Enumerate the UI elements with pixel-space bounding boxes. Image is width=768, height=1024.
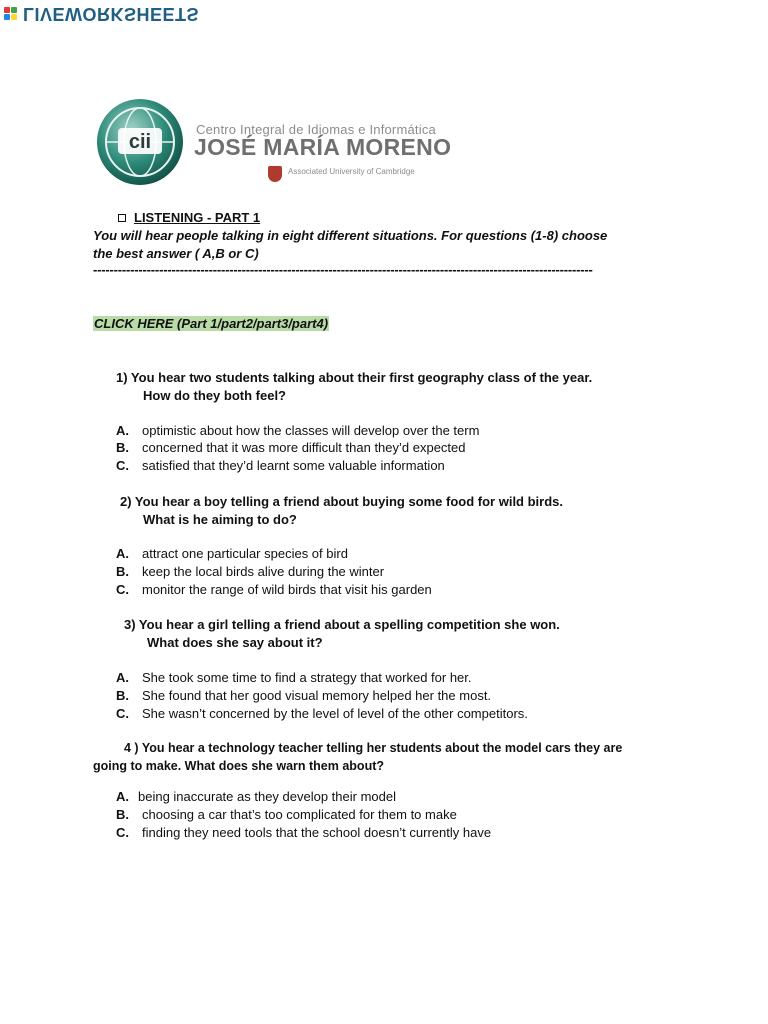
option-letter: B. (116, 688, 129, 703)
question-3-option-b[interactable] (116, 688, 491, 703)
section-heading-label: LISTENING - PART 1 (134, 210, 261, 225)
option-letter: A. (116, 546, 129, 561)
school-logo (96, 96, 452, 186)
question-1-option-b[interactable] (116, 440, 466, 455)
option-text: monitor the range of wild birds that visit his garden (142, 582, 432, 597)
brand-square-yellow (11, 14, 17, 20)
instruction-line1: You will hear people talking in eight different situations. For questions (1-8) choose (93, 228, 608, 243)
question-2-line2: What is he aiming to do? (143, 512, 297, 527)
question-3-option-c[interactable] (116, 706, 528, 721)
option-letter: B. (116, 564, 129, 579)
question-4-option-b[interactable] (116, 807, 457, 822)
option-letter: C. (116, 582, 129, 597)
question-4-line1: 4 ) You hear a technology teacher telling her students about the model cars they are (124, 741, 623, 755)
option-text: optimistic about how the classes will develop over the term (142, 423, 480, 438)
logo-line3: Associated University of Cambridge (288, 167, 415, 176)
option-text: attract one particular species of bird (142, 546, 348, 561)
question-1-option-a[interactable] (116, 423, 479, 438)
logo-line2: JOSÉ MARÍA MORENO (194, 134, 452, 160)
question-2-option-c[interactable] (116, 582, 432, 597)
instruction-line2: the best answer ( A,B or C) (93, 246, 259, 261)
question-2-line1: 2) You hear a boy telling a friend about buying some food for wild birds. (120, 494, 563, 509)
click-here-link[interactable]: CLICK HERE (Part 1/part2/part3/part4) (94, 316, 329, 331)
option-text: keep the local birds alive during the winter (142, 564, 385, 579)
brand-grid-icon (4, 7, 17, 20)
option-text: She took some time to find a strategy that worked for her. (142, 670, 472, 685)
question-3-option-a[interactable] (116, 670, 472, 685)
option-letter: B. (116, 440, 129, 455)
question-1-line1: 1) You hear two students talking about their first geography class of the year. (116, 370, 593, 385)
option-text: She found that her good visual memory helped her the most. (142, 688, 492, 703)
question-1-option-c[interactable] (116, 458, 445, 473)
brand-text: LIVEWORKSHEETS (23, 3, 200, 24)
option-text: finding they need tools that the school doesn’t currently have (142, 825, 492, 840)
option-letter: A. (116, 423, 129, 438)
question-4-option-a[interactable] (116, 789, 396, 804)
option-text: choosing a car that’s too complicated for them to make (142, 807, 457, 822)
question-3-line1: 3) You hear a girl telling a friend about a spelling competition she won. (124, 617, 560, 632)
brand-square-red (4, 7, 10, 13)
checkbox-bullet-icon (118, 214, 126, 222)
question-4-line2: going to make. What does she warn them about? (93, 759, 384, 773)
option-text: She wasn’t concerned by the level of level of the other competitors. (142, 706, 528, 721)
option-text: satisfied that they’d learnt some valuable information (142, 458, 445, 473)
brand-square-green (11, 7, 17, 13)
option-letter: C. (116, 706, 129, 721)
brand-logo (4, 2, 199, 24)
brand-square-blue (4, 14, 10, 20)
logo-initials: cii (128, 131, 152, 153)
option-letter: C. (116, 825, 129, 840)
section-heading (118, 210, 260, 225)
option-letter: C. (116, 458, 129, 473)
divider-dashes: ------------------------------------------------------------------------------------------------------------------------- (93, 262, 593, 277)
logo-line1: Centro Integral de Idiomas e Informática (196, 122, 436, 137)
question-2-option-a[interactable] (116, 546, 348, 561)
question-4-option-c[interactable] (116, 825, 491, 840)
option-text: concerned that it was more difficult than they’d expected (142, 440, 466, 455)
option-letter: A. (116, 670, 129, 685)
globe-icon (96, 98, 184, 186)
cambridge-shield-icon (268, 166, 282, 182)
option-text: being inaccurate as they develop their model (138, 789, 396, 804)
option-letter: B. (116, 807, 129, 822)
question-1-line2: How do they both feel? (143, 388, 286, 403)
question-2-option-b[interactable] (116, 564, 384, 579)
question-3-line2: What does she say about it? (147, 635, 323, 650)
option-letter: A. (116, 789, 129, 804)
